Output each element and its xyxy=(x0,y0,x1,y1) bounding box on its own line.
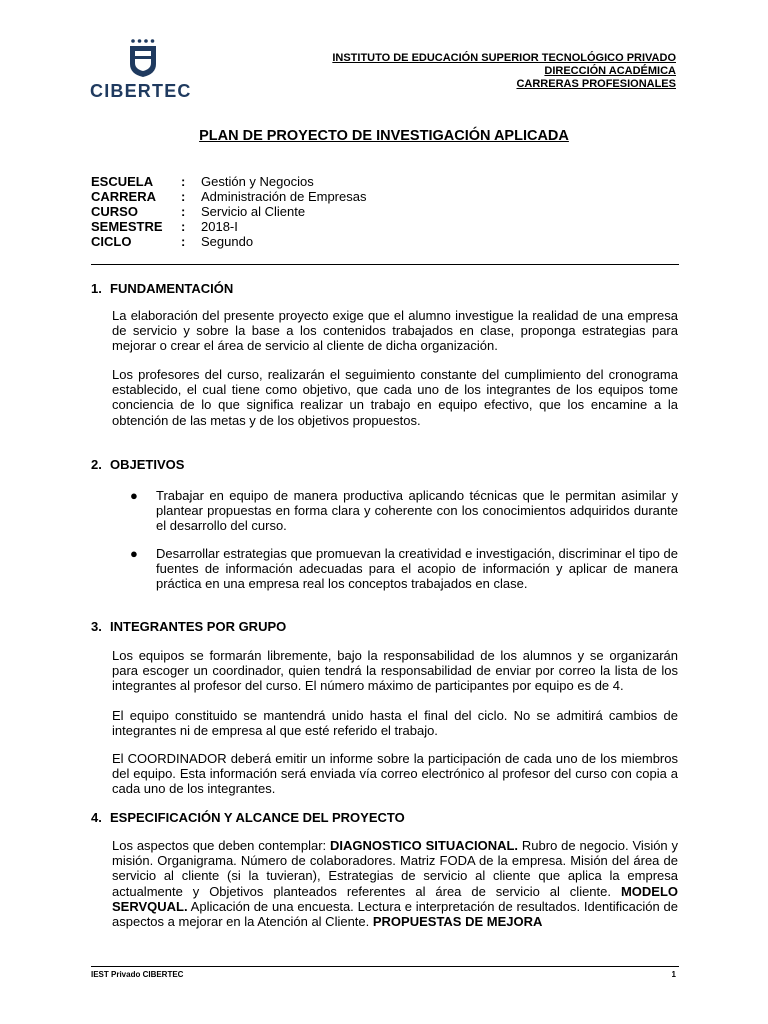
course-meta xyxy=(91,174,366,249)
bold-term: DIAGNOSTICO SITUACIONAL. xyxy=(330,838,519,853)
text-run: Aplicación de una encuesta. Lectura e interpretación de resultados. Identificación de aspectos a mejorar en la Atención al Cliente. xyxy=(112,898,678,930)
page-number: 1 xyxy=(671,970,676,979)
section-heading-especificacion xyxy=(91,810,679,825)
crest-icon xyxy=(124,38,164,78)
paragraph xyxy=(112,838,678,929)
meta-value: Administración de Empresas xyxy=(201,189,367,204)
footer-divider xyxy=(91,966,679,967)
bullet-item xyxy=(132,546,678,592)
section-number: 1. xyxy=(91,281,102,296)
paragraph: Los equipos se formarán libremente, bajo la responsabilidad de los alumnos y se organizarán para escoger un coordinador, quien tendrá la responsabilidad de enviar por correo la lista de los integrantes al profesor del curso. El número máximo de participantes por equipo es de 4. xyxy=(112,648,678,694)
text-run: Los aspectos que deben contemplar: xyxy=(112,838,331,853)
paragraph: Los profesores del curso, realizarán el seguimiento constante del cumplimiento del cronograma establecido, el cual tiene como objetivo, que cada uno de los integrantes de los equipos tome conciencia de lo que significa realizar un trabajo en equipo efectivo, que los encamine a la obtención de las metas y de los objetivos propuestos. xyxy=(112,367,678,428)
section-title: FUNDAMENTACIÓN xyxy=(110,281,234,296)
paragraph: El equipo constituido se mantendrá unido hasta el final del ciclo. No se admitirá cambios de integrantes ni de empresa al que esté referido el trabajo. xyxy=(112,708,678,739)
meta-value: Segundo xyxy=(201,234,254,249)
meta-key: CARRERA xyxy=(91,189,156,204)
divider xyxy=(91,264,679,265)
professional-careers: CARRERAS PROFESIONALES xyxy=(516,78,676,90)
bullet-item xyxy=(132,488,678,534)
meta-row-school: ESCUELA : Gestión y Negocios xyxy=(91,174,314,189)
meta-key: SEMESTRE xyxy=(91,219,163,234)
text-run: Rubro de negocio. Visión y misión. Organigrama. Número de colaboradores. Matriz FODA de la empresa. Misión del área de servicio al cliente (si la tuvieran), Estrategias de servicio al cliente que aplica la empresa actualmente y Objetivos planteados referentes al área de servicio al cliente. xyxy=(112,838,679,899)
section-title: OBJETIVOS xyxy=(110,457,185,472)
meta-row-course: CURSO : Servicio al Cliente xyxy=(91,204,306,219)
paragraph: El COORDINADOR deberá emitir un informe sobre la participación de cada uno de los miembros del equipo. Esta información será enviada vía correo electrónico al profesor del curso con copia a cada uno de los integrantes. xyxy=(112,751,678,797)
cibertec-logo xyxy=(90,38,200,104)
section-title: INTEGRANTES POR GRUPO xyxy=(110,619,287,634)
bold-term: MODELO SERVQUAL. xyxy=(112,883,678,914)
section-title: ESPECIFICACIÓN Y ALCANCE DEL PROYECTO xyxy=(110,810,405,825)
section-heading-objetivos xyxy=(91,457,679,472)
bullet-text: Trabajar en equipo de manera productiva aplicando técnicas que le permitan asimilar y plantear propuestas en forma clara y coherente con los conocimientos adquiridos durante el desarrollo del curso. xyxy=(156,488,678,534)
meta-key: CICLO xyxy=(91,234,132,249)
bullet-icon: ● xyxy=(130,488,138,503)
section-heading-fundamentacion xyxy=(91,281,679,296)
paragraph: La elaboración del presente proyecto exige que el alumno investigue la realidad de una empresa de servicio y sobre la base a los contenidos trabajados en clase, proponga estrategias para mejorar o crear el área de servicio al cliente de dicha organización. xyxy=(112,308,678,354)
meta-value: Gestión y Negocios xyxy=(201,174,314,189)
bold-term: PROPUESTAS DE MEJORA xyxy=(372,914,543,930)
logo-wordmark: CIBERTEC xyxy=(90,81,192,101)
meta-key: CURSO xyxy=(91,204,138,219)
meta-value: Servicio al Cliente xyxy=(201,204,306,219)
section-number: 3. xyxy=(91,619,102,634)
institution-name: INSTITUTO DE EDUCACIÓN SUPERIOR TECNOLÓGICO PRIVADO xyxy=(332,52,676,64)
bullet-text: Desarrollar estrategias que promuevan la creatividad e investigación, discriminar el tipo de fuentes de información adecuadas para el acopio de información y aplicar de manera práctica en una empresa real los conceptos trabajados en clase. xyxy=(156,546,678,592)
section-number: 2. xyxy=(91,457,102,472)
institution-header xyxy=(332,52,676,91)
footer-institution: IEST Privado CIBERTEC xyxy=(91,970,184,979)
meta-row-cycle: CICLO : Segundo xyxy=(91,234,254,249)
section-heading-integrantes xyxy=(91,619,679,634)
section-number: 4. xyxy=(91,810,102,825)
meta-key: ESCUELA xyxy=(91,174,154,189)
academic-direction: DIRECCIÓN ACADÉMICA xyxy=(544,65,676,77)
meta-value: 2018-I xyxy=(201,219,238,234)
document-title: PLAN DE PROYECTO DE INVESTIGACIÓN APLICADA xyxy=(199,128,569,144)
meta-row-semester: SEMESTRE : 2018-I xyxy=(91,219,238,234)
meta-row-career: CARRERA : Administración de Empresas xyxy=(91,189,367,204)
bullet-icon: ● xyxy=(130,546,138,561)
